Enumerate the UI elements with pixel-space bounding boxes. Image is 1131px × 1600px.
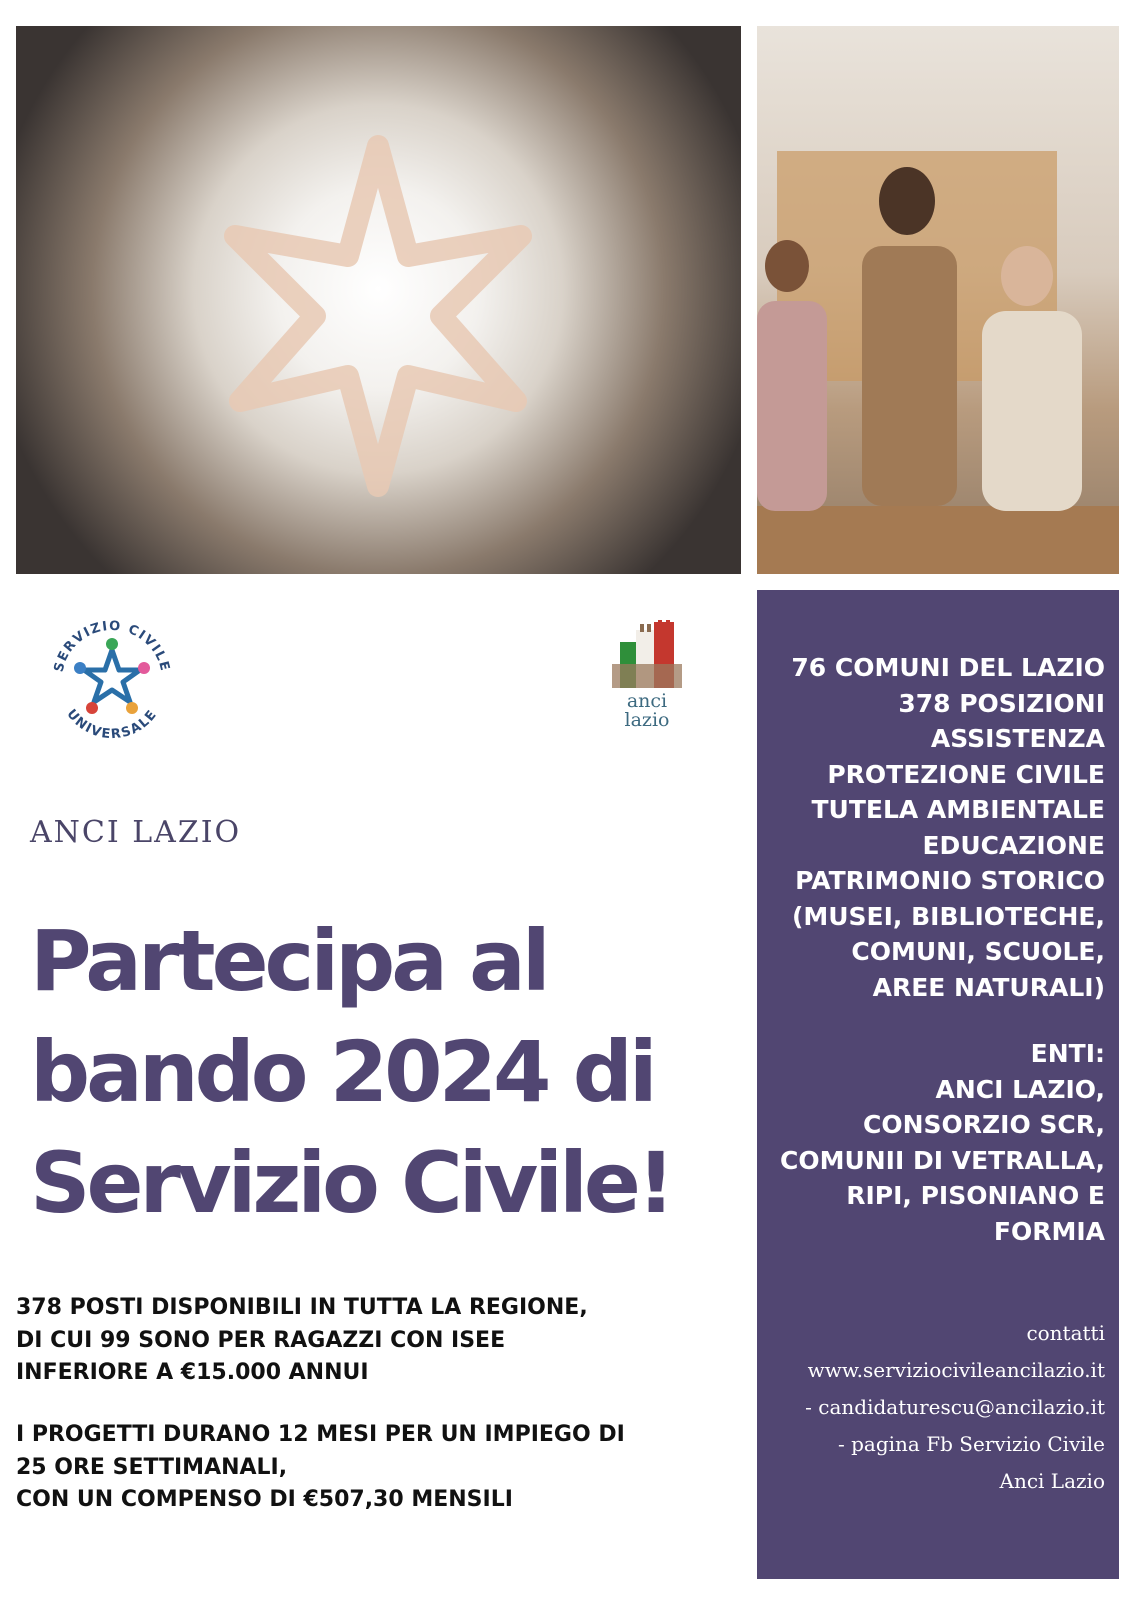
scu-emblem-icon [46,614,178,746]
panel-list-item: ASSISTENZA [930,724,1105,753]
anci-towers-icon [612,620,682,692]
star-hands-illustration [16,26,741,574]
contact-facebook-name: Anci Lazio [999,1469,1105,1493]
contact-email-link[interactable]: - candidaturescu@ancilazio.it [805,1395,1105,1419]
projects-line-1: I PROGETTI DURANO 12 MESI PER UN IMPIEGO DI [16,1422,625,1447]
anci-logo-line-1: anci [626,690,668,712]
panel-highlights-list [765,650,1105,1005]
office-scene-illustration [757,26,1119,574]
contact-website-link[interactable]: www.serviziocivileancilazio.it [807,1358,1105,1382]
entity-item: ANCI LAZIO, [935,1074,1105,1104]
panel-list-item: TUTELA AMBIENTALE [811,795,1105,824]
headline-line-2: bando 2024 di [30,1023,654,1121]
panel-list-item: 378 POSIZIONI [898,688,1105,718]
anci-logo-line-2: lazio [624,709,670,731]
available-posts-text [16,1292,736,1390]
posts-line-1: 378 POSTI DISPONIBILI IN TUTTA LA REGIONE, [16,1295,588,1320]
projects-line-2: 25 ORE SETTIMANALI, [16,1454,288,1480]
page-headline [30,906,730,1239]
panel-list-item: PROTEZIONE CIVILE [827,759,1105,789]
panel-list-item: 76 COMUNI DEL LAZIO [791,653,1105,682]
entity-item: CONSORZIO SCR, [863,1110,1105,1139]
panel-list-item: EDUCAZIONE [922,830,1105,860]
panel-list-item: AREE NATURALI) [872,972,1105,1002]
headline-line-3: Servizio Civile! [30,1134,672,1232]
project-details-text [16,1419,736,1517]
panel-list-item: (MUSEI, BIBLIOTECHE, [791,901,1105,931]
headline-line-1: Partecipa al [30,912,547,1010]
celebrating-team-photo [757,26,1119,574]
projects-line-3: CON UN COMPENSO DI €507,30 MENSILI [16,1487,513,1512]
scu-ring-bottom-text: UNIVERSALE [63,706,161,743]
posts-line-2: DI CUI 99 SONO PER RAGAZZI CON ISEE [16,1327,506,1353]
panel-contacts [755,1315,1105,1500]
anci-logo-wordmark [612,692,682,730]
panel-list-item: COMUNI, SCUOLE, [851,937,1105,966]
organization-name: ANCI LAZIO [30,815,242,850]
contacts-heading: contatti [1026,1321,1105,1345]
servizio-civile-universale-logo [46,614,178,746]
entities-heading: ENTI: [1030,1039,1105,1068]
anci-lazio-logo [612,620,682,740]
entity-item: COMUNII DI VETRALLA, [779,1145,1105,1175]
svg-text:UNIVERSALE [63,707,160,743]
group-star-hands-photo [16,26,741,574]
info-panel [757,590,1119,1579]
entity-item: FORMIA [993,1216,1105,1246]
scu-ring-top-text: SERVIZIO CIVILE [51,618,173,674]
entity-item: RIPI, PISONIANO E [846,1181,1105,1210]
panel-entities-list [765,1036,1105,1249]
panel-list-item: PATRIMONIO STORICO [795,866,1105,895]
posts-line-3: INFERIORE A €15.000 ANNUI [16,1360,369,1385]
contact-facebook-link[interactable]: - pagina Fb Servizio Civile [838,1432,1105,1456]
